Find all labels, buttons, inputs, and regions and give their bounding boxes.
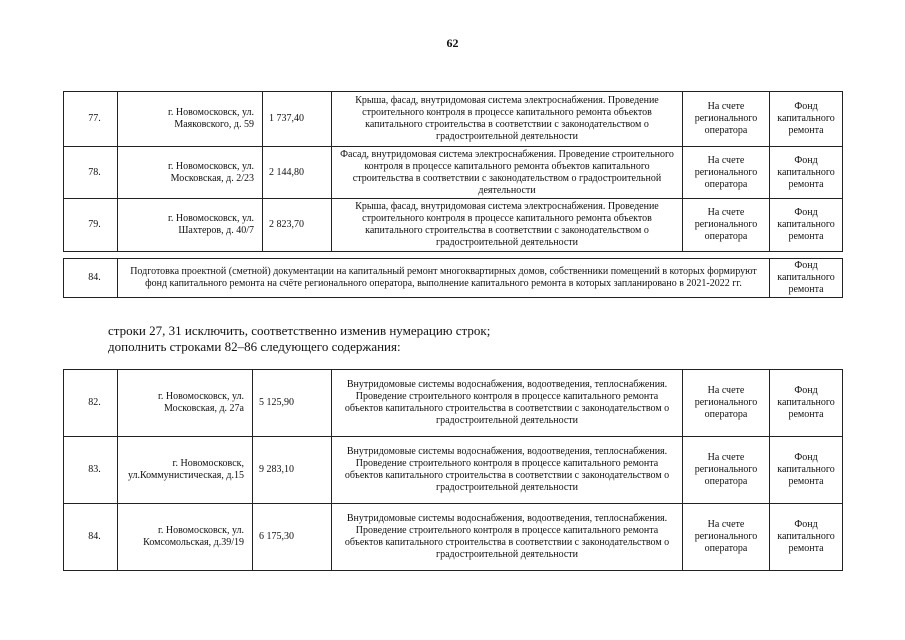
fund-cell: Фонд капитального ремонта bbox=[770, 504, 843, 571]
works-cell: Фасад, внутридомовая система электроснабжения. Проведение строительного контроля в процессе капитального ремонта объектов капитального строительства в соответствии с законодательством о градостроительной деятельности bbox=[332, 147, 683, 199]
fund-cell: Фонд капитального ремонта bbox=[770, 370, 843, 437]
table-row bbox=[64, 147, 843, 199]
fund-cell: Фонд капитального ремонта bbox=[770, 92, 843, 147]
row-number: 82. bbox=[64, 370, 118, 437]
address-cell: г. Новомосковск, ул. Московская, д. 27а bbox=[118, 370, 253, 437]
address-cell: г. Новомосковск, ул. Маяковского, д. 59 bbox=[118, 92, 263, 147]
fund-cell: Фонд капитального ремонта bbox=[770, 199, 843, 252]
row-number: 83. bbox=[64, 437, 118, 504]
address-cell: г. Новомосковск, ул.Коммунистическая, д.15 bbox=[118, 437, 253, 504]
row-number: 79. bbox=[64, 199, 118, 252]
area-cell: 9 283,10 bbox=[253, 437, 332, 504]
works-cell: Крыша, фасад, внутридомовая система электроснабжения. Проведение строительного контроля в процессе капитального ремонта объектов капитального строительства в соответствии с законодательством о градостроительной деятельности bbox=[332, 92, 683, 147]
account-cell: На счете регионального оператора bbox=[683, 199, 770, 252]
address-cell: г. Новомосковск, ул. Московская, д. 2/23 bbox=[118, 147, 263, 199]
area-cell: 5 125,90 bbox=[253, 370, 332, 437]
account-cell: На счете регионального оператора bbox=[683, 147, 770, 199]
works-cell: Крыша, фасад, внутридомовая система электроснабжения. Проведение строительного контроля в процессе капитального ремонта объектов капитального строительства в соответствии с законодательством о градостроительной деятельности bbox=[332, 199, 683, 252]
page-number: 62 bbox=[446, 36, 459, 50]
design-docs-table bbox=[63, 258, 843, 298]
area-cell: 2 823,70 bbox=[263, 199, 332, 252]
account-cell: На счете регионального оператора bbox=[683, 437, 770, 504]
repair-table-added bbox=[63, 369, 843, 571]
area-cell: 2 144,80 bbox=[263, 147, 332, 199]
area-cell: 6 175,30 bbox=[253, 504, 332, 571]
address-cell: г. Новомосковск, ул. Комсомольская, д.39/19 bbox=[118, 504, 253, 571]
instruction-line: дополнить строками 82–86 следующего содержания: bbox=[108, 339, 401, 354]
works-cell: Внутридомовые системы водоснабжения, водоотведения, теплоснабжения. Проведение строительного контроля в процессе капитального ремонта объектов капитального строительства в соответствии с законодательством о градостроительной деятельности bbox=[332, 437, 683, 504]
fund-cell: Фонд капитального ремонта bbox=[770, 437, 843, 504]
fund-cell: Фонд капитального ремонта bbox=[770, 147, 843, 199]
row-number: 78. bbox=[64, 147, 118, 199]
table-row bbox=[64, 370, 843, 437]
row-number: 84. bbox=[64, 259, 118, 298]
address-cell: г. Новомосковск, ул. Шахтеров, д. 40/7 bbox=[118, 199, 263, 252]
description-cell: Подготовка проектной (сметной) документации на капитальный ремонт многоквартирных домов, собственники помещений в которых формируют фонд капитального ремонта на счёте регионального оператора, выполнение капитального ремонта в которых запланировано в 2021-2022 гг. bbox=[118, 259, 770, 298]
account-cell: На счете регионального оператора bbox=[683, 92, 770, 147]
account-cell: На счете регионального оператора bbox=[683, 370, 770, 437]
repair-table-top bbox=[63, 91, 843, 252]
table-row bbox=[64, 92, 843, 147]
table-row bbox=[64, 437, 843, 504]
works-cell: Внутридомовые системы водоснабжения, водоотведения, теплоснабжения. Проведение строительного контроля в процессе капитального ремонта объектов капитального строительства в соответствии с законодательством о градостроительной деятельности bbox=[332, 504, 683, 571]
fund-cell: Фонд капитального ремонта bbox=[770, 259, 843, 298]
instruction-line: строки 27, 31 исключить, соответственно изменив нумерацию строк; bbox=[108, 323, 491, 338]
works-cell: Внутридомовые системы водоснабжения, водоотведения, теплоснабжения. Проведение строительного контроля в процессе капитального ремонта объектов капитального строительства в соответствии с законодательством о градостроительной деятельности bbox=[332, 370, 683, 437]
table-row bbox=[64, 504, 843, 571]
row-number: 77. bbox=[64, 92, 118, 147]
table-row bbox=[64, 199, 843, 252]
row-number: 84. bbox=[64, 504, 118, 571]
table-row bbox=[64, 259, 843, 298]
account-cell: На счете регионального оператора bbox=[683, 504, 770, 571]
area-cell: 1 737,40 bbox=[263, 92, 332, 147]
